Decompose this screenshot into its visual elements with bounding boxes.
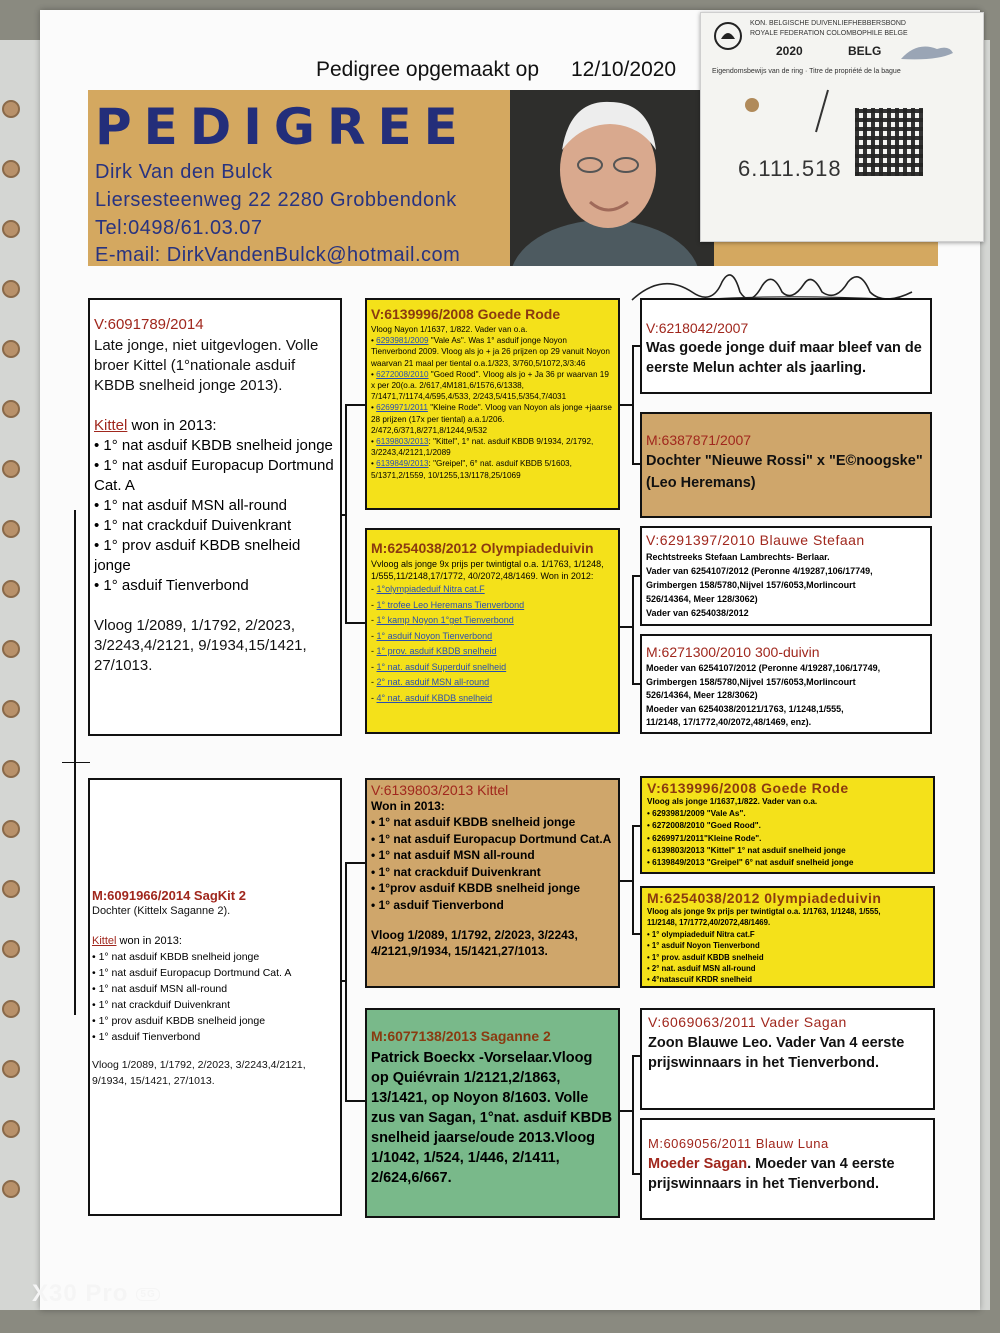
card-federation-fr: ROYALE FEDERATION COLOMBOPHILE BELGE [750,30,908,37]
card-slash-mark [812,88,832,134]
info-line: Moeder van 6254038/20121/1763, 1/1248,1/555, [646,703,844,714]
tree-connector [620,880,632,882]
info-line: Vloog als jonge 1/1637,1/822. Vader van o.a. [647,797,818,806]
tree-connector [632,575,640,577]
binder-hole [2,160,20,178]
tree-connector [620,404,632,406]
tree-connector [632,825,634,935]
info-line: 11/2148, 17/1772,40/2072,48/1469. [647,918,771,928]
binder-hole [2,820,20,838]
info-line: • 6293981/2009 "Vale As". [647,809,746,819]
made-on-label: Pedigree opgemaakt op [316,58,539,81]
mother-achievement-link[interactable]: - 1° nat. asduif Superduif snelheid [371,661,507,672]
father-text-6: : "Greipel", 6° nat. asduif KBDB 5/1603, 5/1371,2/1559, 10/1255,13/1178,25/1069 [371,459,572,480]
subject-id: V:6091789/2014 [94,316,204,333]
pigeon-logo-icon [897,39,957,65]
mother-links-list [371,582,614,706]
subject-wins-list [94,436,336,596]
grandparent-1-box [640,298,932,394]
owner-address: Liersesteenweg 22 2280 Grobbendonk [95,189,457,211]
tree-connector [620,626,632,628]
kittel-flights: Vloog 1/2089, 1/1792, 2/2023, 3/2243, 4/2121,9/1934, 15/1421,27/1013. [371,928,578,958]
dam-wins-heading [92,933,338,949]
win-item: • 1° nat crackduif Duivenkrant [371,864,541,879]
kittel-wins-list [371,814,614,913]
win-item: • 1° nat asduif KBDB snelheid jonge [92,951,260,963]
binder-hole [2,220,20,238]
binder-hole [2,100,20,118]
info-line: • 6269971/2011"Kleine Rode". [647,833,762,843]
win-item: • 1° nat asduif Europacup Dortmund Cat. A [92,967,292,979]
card-country: BELG [848,44,882,58]
subject-box [88,298,342,736]
mother-achievement-link[interactable]: - 1° trofee Leo Heremans Tienverbond [371,599,525,610]
mother-id: M:6254038/2012 Olympiadeduivin [371,540,594,556]
grandparent-2-box [640,412,932,518]
qr-code-icon [855,108,923,176]
kittel-box [365,778,620,988]
saganne-text: Patrick Boeckx -Vorselaar.Vloog op Quiévrain 1/2121,2/1863, 13/1421, op Noyon 8/1603. Volle zus van Sagan, 1°nat. asduif KBDB snelheid jaarse/oude 2013.Vloog 1/1042, 1/524, 1/446, 2/1411, 2/624,6/667. [371,1050,613,1186]
info-line: Vader van 6254107/2012 (Peronne 4/19287,106/17749, [646,566,873,576]
card-federation-nl: KON. BELGISCHE DUIVENLIEFHEBBERSBOND [750,20,906,27]
tree-connector [620,1110,632,1112]
grandparent-7-id: V:6069063/2011 Vader Sagan [648,1014,847,1030]
win-item: • 1° asduif Tienverbond [371,897,504,912]
info-line: Moeder van 6254107/2012 (Peronne 4/19287,106/17749, [646,663,881,673]
grandparent-4-id: M:6271300/2010 300-duivin [646,644,820,660]
info-line: Vloog als jonge 9x prijs per twintigtal o.a. 1/1763, 1/1248, 1/555, [647,907,881,916]
dam-won-label: won in 2013: [116,935,182,947]
win-item: • 1° nat asduif KBDB snelheid jonge [94,437,333,454]
grandparent-8-lead: Moeder Sagan [648,1156,748,1172]
grandparent-6-box [640,886,935,988]
binder-hole [2,700,20,718]
binder-hole [2,1120,20,1138]
win-item: • 1° nat asduif MSN all-round [371,848,535,862]
binder-hole [2,880,20,898]
mother-achievement-link[interactable]: - 1°olympiadeduif Nitra cat.F [371,584,485,594]
subject-won-label: won in 2013: [127,417,217,434]
grandparent-3-lines [646,550,926,620]
tree-connector [345,862,347,1102]
win-item: • 1° nat asduif Europacup Dortmund Cat.A [371,831,612,846]
info-line: • 6272008/2010 "Goed Rood". [647,821,761,831]
info-line: 526/14364, Meer 128/3062) [646,594,758,604]
dam-flights: Vloog 1/2089, 1/1792, 2/2023, 3/2243,4/2121, 9/1934, 15/1421, 27/1013. [92,1059,306,1087]
binder-hole [2,460,20,478]
mother-box [365,528,620,734]
kittel-id: V:6139803/2013 Kittel [371,782,509,798]
tree-connector [632,683,640,685]
grandparent-7-text: Zoon Blauwe Leo. Vader Van 4 eerste prijswinnaars in het Tienverbond. [648,1035,905,1071]
binder-hole [2,760,20,778]
grandparent-3-box [640,526,932,626]
father-text-3: "Goed Rood". Vloog als jo + Ja 36 pr waarvan 19 x per 20(o.a. 2/617,4M181,6/1576,6/1338, 7/1471,7/1174,4/595,4/533, 2/243,5/415,5/354,7/4031 [371,369,609,402]
grandparent-6-lines [647,906,928,986]
dam-id: M:6091966/2014 SagKit 2 [92,888,246,903]
tree-connector [632,463,640,465]
info-line: • 1° olympiadeduif Nitra cat.F [647,929,755,939]
tree-connector [632,1055,634,1175]
mother-achievement-link[interactable]: - 1° asduif Noyon Tienverbond [371,630,493,641]
grandparent-1-id: V:6218042/2007 [646,320,749,336]
win-item: • 1° nat asduif Europacup Dortmund Cat. A [94,457,334,494]
father-text-4: "Kleine Rode". Vloog van Noyon als jonge +jaarse 28 prijzen (17x per tiental) a.a.1/206. 2/472,6/371,8/271,8/1244,9/532 [371,403,612,435]
owner-email: E-mail: DirkVandenBulck@hotmail.com [95,244,461,266]
watermark-brand: X30 Pro [32,1280,129,1307]
grandparent-7-box [640,1008,935,1110]
grandparent-5-box [640,776,935,874]
subject-description: Late jonge, niet uitgevlogen. Volle broer Kittel (1°nationale asduif KBDB snelheid jonge 2013). [94,337,319,394]
tree-connector [632,575,634,685]
info-line: • 2° nat. asduif MSN all-round [647,964,756,974]
win-item: • 1° nat asduif MSN all-round [92,983,228,995]
kittel-link: Kittel [94,417,128,434]
binder-hole [2,1060,20,1078]
win-item: • 1° nat crackduif Duivenkrant [92,999,231,1011]
card-ownership-line: Eigendomsbewijs van de ring · Titre de propriété de la bague [712,68,901,75]
father-text-1: Vloog Nayon 1/1637, 1/822. Vader van o.a. [371,325,528,334]
mother-achievement-link[interactable]: - 1° prov. asduif KBDB snelheid [371,646,497,656]
grandparent-8-rest: . Moeder van 4 eerste prijswinnaars in het Tienverbond. [648,1156,895,1192]
info-line: Grimbergen 158/5780,Nijvel 157/6053,Morlincourt [646,580,856,590]
watermark-badge: 5G [136,1288,159,1301]
info-line: • 1° prov. asduif KBDB snelheid [647,952,764,962]
father-link-2[interactable]: 6272008/2010 [376,369,429,379]
win-item: • 1° prov asduif KBDB snelheid jonge [92,1015,266,1027]
dam-kittel-link: Kittel [92,935,117,947]
subject-flights: Vloog 1/2089, 1/1792, 2/2023, 3/2243,4/2121, 9/1934,15/1421, 27/1013. [94,617,307,674]
grandparent-4-box [640,634,932,734]
win-item: • 1° prov asduif KBDB snelheid jonge [94,537,301,574]
info-line: Vader van 6254038/2012 [646,608,749,618]
info-line: • 6139849/2013 "Greipel" 6° nat asduif snelheid jonge [647,858,854,868]
mother-achievement-link[interactable]: - 1° kamp Noyon 1°get Tienverbond [371,615,514,625]
binder-hole [2,340,20,358]
binder-hole [2,280,20,298]
ring-certificate-card [700,12,984,242]
dam-wins-list [92,949,338,1045]
info-line: Grimbergen 158/5780,Nijvel 157/6053,Morlincourt [646,676,856,687]
dam-box [88,778,342,1216]
tree-connector [632,345,640,347]
binder-hole [2,1180,20,1198]
info-line: 11/2148, 17/1772,40/2072,48/1469, enz). [646,717,812,727]
grandparent-5-lines [647,796,928,869]
binder-hole [2,640,20,658]
father-link-5[interactable]: 6139849/2013 [376,459,429,469]
info-line: • 1° asduif Noyon Tienverbond [647,941,760,951]
binder-hole [2,1000,20,1018]
saganne-id: M:6077138/2013 Saganne 2 [371,1028,551,1044]
father-text: Vloog Nayon 1/1637, 1/822. Vader van o.a. • 6293981/2009 "Vale As". Was 1° asduif jonge Noyon Tienverbond 2009. Vloog als jo + ja 26 prijzen op 29 vanuit Noyon waarvan 21 maal per tiental o.a.1/323, 3/760,5/1072,3/3:46 • 6272008/2010 "Goed Rood". Vloog als jo + Ja 36 pr waarvan 19 x per 20(o.a. 2/617,4M181,6/1576,6/1338, 7/1471,7/1174,4/595,4/533, 2/243,5/415,5/354,7/4031 • 6269971/2011 "Kleine Rode". Vloog van Noyon als jonge +jaarse 28 prijzen (17x per tiental) a.a.1/206. 2/472,6/371,8/271,8/1244,9/532 • 6139803/2013: "Kittel", 1° nat. asduif KBDB 9/1934, 2/1792, 3/2243,4/2121,1/2089 • 6139849/2013: "Greipel", 6° nat. asduif KBDB 5/1603, 5/1371,2/1559, 10/1255,13/1178,25/1069 [371,325,612,480]
win-item: • 1° nat asduif MSN all-round [94,497,288,514]
tree-connector [632,1055,640,1057]
grandparent-8-text [648,1154,927,1194]
dam-description: Dochter (Kittelx Saganne 2). [92,905,231,917]
father-box [365,298,620,510]
father-text-5: : "Kittel", 1° nat. asduif KBDB 9/1934, 2/1792, 3/2243,4/2121,1/2089 [371,437,594,458]
binder-holes [0,60,30,1260]
grandparent-5-id: V:6139996/2008 Goede Rode [647,780,849,796]
owner-phone: Tel:0498/61.03.07 [95,217,263,239]
binder-hole [2,580,20,598]
grandparent-1-text: Was goede jonge duif maar bleef van de eerste Melun achter als jaarling. [646,340,922,376]
mother-achievement-link[interactable]: - 2° nat. asduif MSN all-round [371,677,490,687]
tree-connector [345,622,365,624]
tree-connector [345,1100,365,1102]
grandparent-2-id: M:6387871/2007 [646,432,752,448]
tree-connector [62,762,90,763]
camera-watermark [32,1280,160,1308]
page-title: PEDIGREE [95,98,470,156]
grandparent-8-box [640,1118,935,1220]
made-on-date: 12/10/2020 [571,58,677,81]
tree-connector [345,862,365,864]
binder-hole [2,400,20,418]
tree-connector [345,404,365,406]
owner-photo [510,90,714,266]
tree-connector [632,825,640,827]
father-link-1[interactable]: 6293981/2009 [376,336,429,346]
win-item: • 1° nat asduif KBDB snelheid jonge [371,815,576,829]
grandparent-4-lines [646,662,926,730]
federation-logo-icon [713,21,743,51]
win-item: • 1° asduif Tienverbond [92,1031,201,1043]
win-item: • 1° asduif Tienverbond [94,577,249,594]
grandparent-6-id: M:6254038/2012 0lympiadeduivin [647,890,882,906]
info-line: 526/14364, Meer 128/3062) [646,690,758,700]
win-item: • 1°prov asduif KBDB snelheid jonge [371,881,581,895]
card-year: 2020 [776,44,803,58]
father-link-4[interactable]: 6139803/2013 [376,437,429,447]
grandparent-3-id: V:6291397/2010 Blauwe Stefaan [646,532,865,548]
father-id: V:6139996/2008 Goede Rode [371,306,561,322]
mother-text: Vvloog als jonge 9x prijs per twintigtal o.a. 1/1763, 1/1248, 1/555,11/2148,17/1772, 40/2072,48/1469. Won in 2012: [371,559,604,581]
card-punch-hole [745,98,759,112]
tree-connector [632,1173,640,1175]
info-line: • 6139803/2013 "Kittel" 1° nat asduif snelheid jonge [647,845,846,855]
kittel-won: Won in 2013: [371,799,445,813]
father-text-2: "Vale As". Was 1° asduif jonge Noyon Tienverbond 2009. Vloog als jo + ja 26 prijzen op 29 vanuit Noyon waarvan 21 maal per tiental o.a.1/323, 3/760,5/1072,3/3:46 [371,336,610,368]
info-line: Rechtstreeks Stefaan Lambrechts- Berlaar. [646,552,830,562]
grandparent-2-text: Dochter "Nieuwe Rossi" x "E©noogske" (Leo Heremans) [646,453,923,491]
owner-name: Dirk Van den Bulck [95,161,273,183]
win-item: • 1° nat crackduif Duivenkrant [94,517,292,534]
info-line: • 4°natascuif KRDR snelheid [647,975,753,985]
binder-hole [2,940,20,958]
father-link-3[interactable]: 6269971/2011 [376,403,428,413]
tree-connector [632,933,640,935]
tree-connector [632,345,634,465]
grandparent-8-id: M:6069056/2011 Blauw Luna [648,1136,829,1151]
subject-wins-heading [94,416,336,436]
saganne-box [365,1008,620,1218]
ring-number: 6.111.518 [738,156,842,181]
mother-achievement-link[interactable]: - 4° nat. asduif KBDB snelheid [371,692,493,703]
binder-hole [2,520,20,538]
